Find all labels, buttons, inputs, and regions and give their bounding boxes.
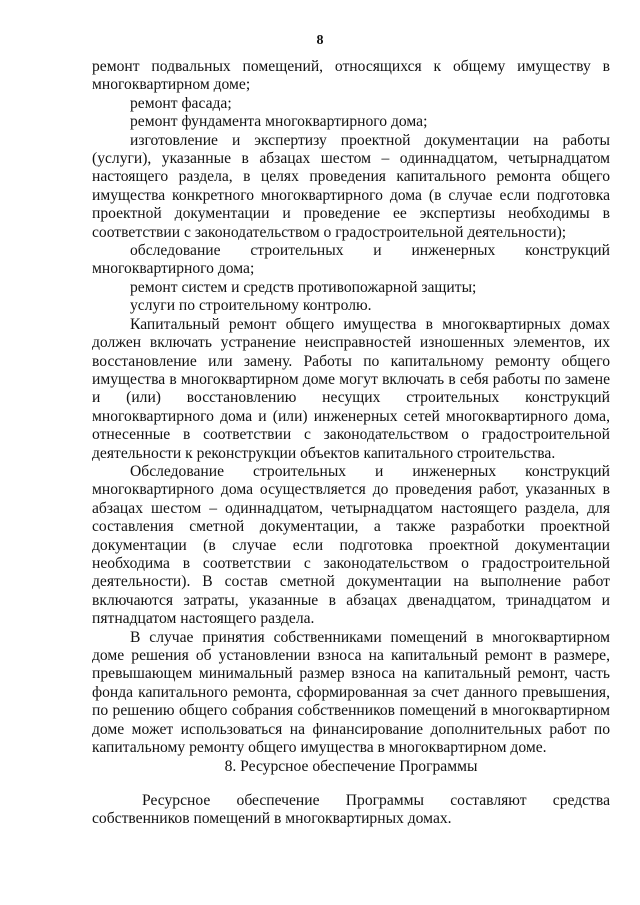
paragraph: ремонт систем и средств противопожарной защиты; <box>130 278 477 296</box>
paragraph: обследование строительных и инженерных конструкций многоквартирного дома; <box>92 242 610 278</box>
paragraph: Обследование строительных и инженерных конструкций многоквартирного дома осуществляется до проведения работ, указанных в абзацах шестом – одиннадцатом, четырнадцатом настоящего раздела, для составления сметной документации, а также разработки проектной документации (в случае если подготовка проектной документации необходима в соответствии с законодательством о градостроительной деятельности). В состав сметной документации на выполнение работ включаются затраты, указанные в абзацах двенадцатом, тринадцатом и пятнадцатом настоящего раздела. <box>92 462 610 628</box>
page-number: 8 <box>316 33 324 48</box>
paragraph: В случае принятия собственниками помещений в многоквартирном доме решения об установлении взноса на капитальный ремонт в размере, превышающем минимальный размер взноса на капитальный ремонт, часть фонда капитального ремонта, сформированная за счет данного превышения, по решению общего собрания собственников помещений в многоквартирном доме может использоваться на финансирование дополнительных работ по капитальному ремонту общего имущества в многоквартирном доме. <box>92 628 610 757</box>
paragraph: Капитальный ремонт общего имущества в многоквартирных домах должен включать устранение неисправностей изношенных элементов, их восстановление или замену. Работы по капитальному ремонту общего имущества в многоквартирном доме могут включать в себя работы по замене и (или) восстановлению несущих строительных конструкций многоквартирного дома и (или) инженерных сетей многоквартирного дома, отнесенные в соответствии с законодательством о градостроительной деятельности к реконструкции объектов капитального строительства. <box>92 315 610 462</box>
paragraph: изготовление и экспертизу проектной документации на работы (услуги), указанные в абзацах шестом – одиннадцатом, четырнадцатом настоящего раздела, в целях проведения капитального ремонта общего имущества конкретного многоквартирного дома (в случае если подготовка проектной документации и проведение ее экспертизы необходимы в соответствии с законодательством о градостроительной деятельности); <box>92 131 610 241</box>
paragraph: услуги по строительному контролю. <box>130 297 372 315</box>
paragraph: ремонт фундамента многоквартирного дома; <box>130 113 428 131</box>
paragraph: ремонт подвальных помещений, относящихся к общему имуществу в многоквартирном доме; <box>92 58 610 94</box>
paragraph: ремонт фасада; <box>130 94 232 112</box>
paragraph: Ресурсное обеспечение Программы составляют средства собственников помещений в многоквартирных домах. <box>92 792 610 828</box>
section-heading: 8. Ресурсное обеспечение Программы <box>224 758 478 775</box>
body-text <box>92 58 610 757</box>
section-body <box>92 792 610 829</box>
